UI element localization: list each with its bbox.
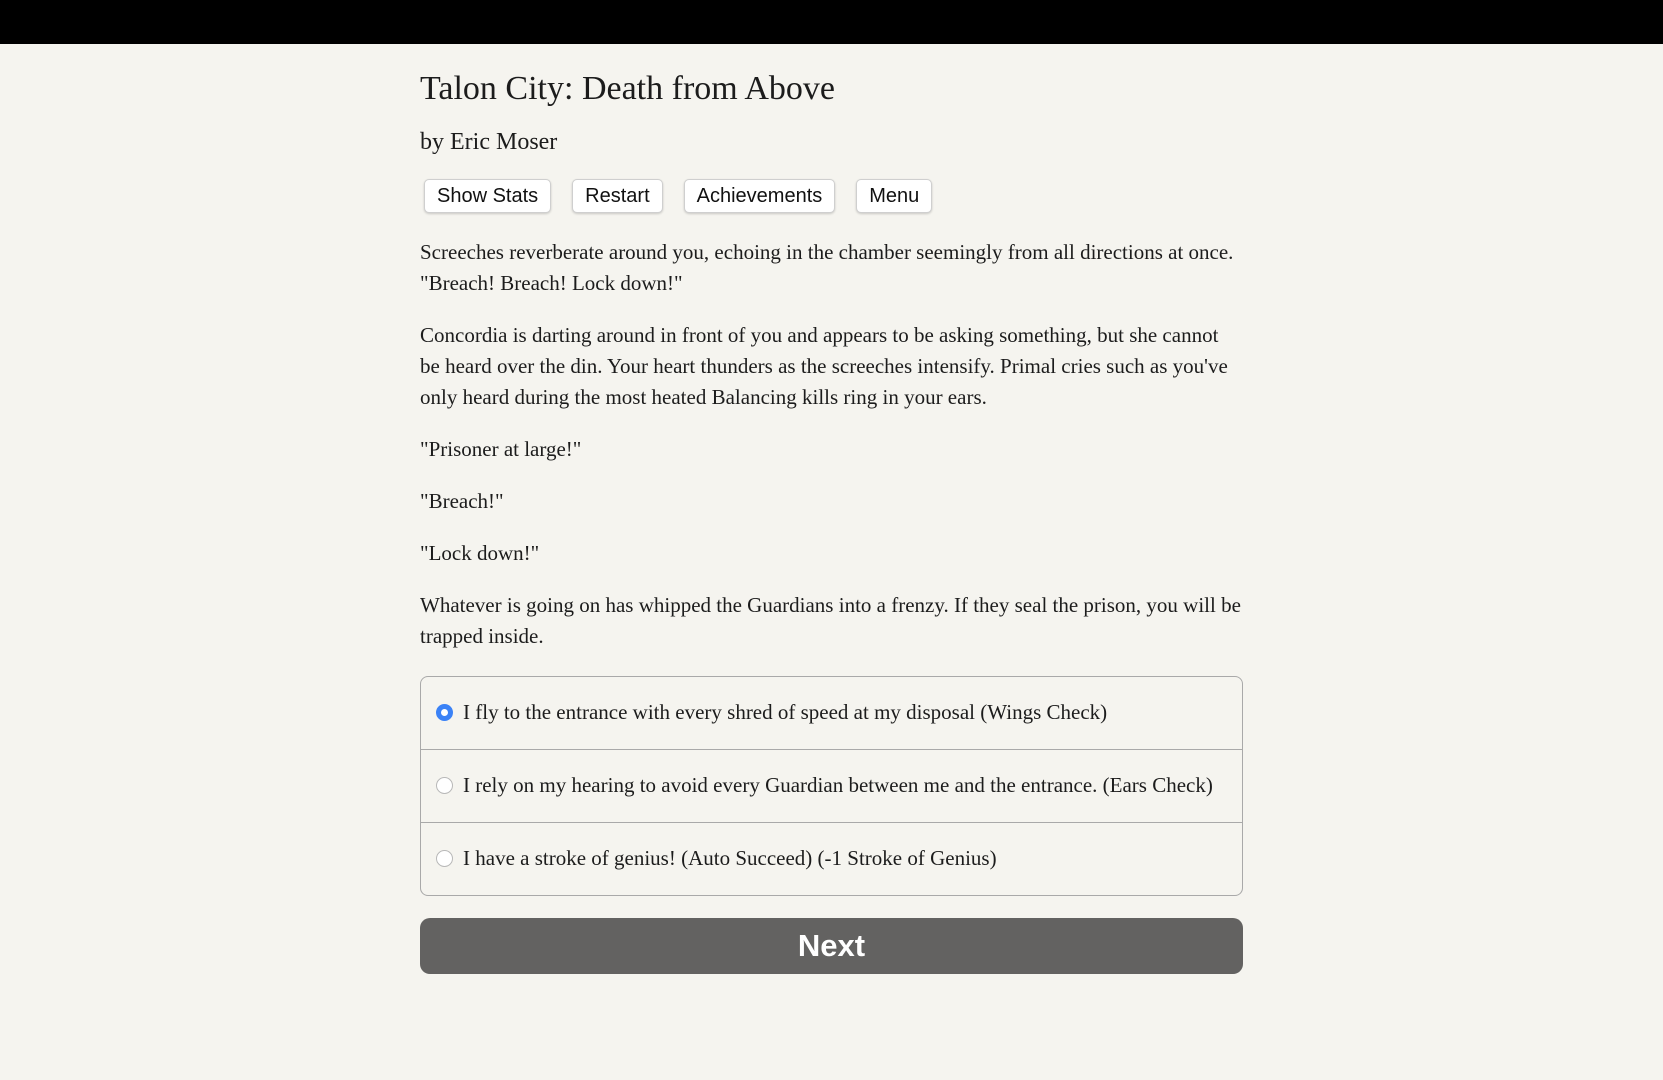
choice-label: I fly to the entrance with every shred of speed at my disposal (Wings Check) — [463, 700, 1108, 724]
story-paragraph: "Breach!" — [420, 489, 504, 513]
story-paragraph: "Prisoner at large!" — [420, 437, 582, 461]
choice-label: I rely on my hearing to avoid every Guardian between me and the entrance. (Ears Check) — [463, 773, 1213, 797]
radio-button-icon[interactable] — [436, 777, 453, 794]
story-paragraph: Screeches reverberate around you, echoing in the chamber seemingly from all directions at once. "Breach! Breach! Lock down!" — [420, 240, 1234, 295]
toolbar — [420, 179, 1243, 213]
choice-option-genius[interactable] — [421, 822, 1242, 895]
choice-label: I have a stroke of genius! (Auto Succeed) (-1 Stroke of Genius) — [463, 846, 997, 870]
menu-button[interactable]: Menu — [856, 179, 932, 213]
story-paragraph: Concordia is darting around in front of you and appears to be asking something, but she cannot be heard over the din. Your heart thunders as the screeches intensify. Primal cries such as you've only heard during the most heated Balancing kills ring in your ears. — [420, 323, 1228, 409]
radio-button-icon[interactable] — [436, 704, 453, 721]
restart-button[interactable]: Restart — [572, 179, 662, 213]
game-author: by Eric Moser — [420, 129, 558, 155]
story-text — [420, 237, 1243, 652]
game-container — [420, 44, 1243, 974]
game-title: Talon City: Death from Above — [420, 70, 835, 107]
choice-option-wings[interactable] — [421, 677, 1242, 749]
choice-option-ears[interactable] — [421, 749, 1242, 822]
next-button[interactable]: Next — [420, 918, 1243, 974]
story-paragraph: Whatever is going on has whipped the Guardians into a frenzy. If they seal the prison, you will be trapped inside. — [420, 593, 1241, 648]
radio-button-icon[interactable] — [436, 850, 453, 867]
achievements-button[interactable]: Achievements — [684, 179, 836, 213]
story-paragraph: "Lock down!" — [420, 541, 540, 565]
show-stats-button[interactable]: Show Stats — [424, 179, 551, 213]
choice-list — [420, 676, 1243, 896]
top-bar — [0, 0, 1663, 44]
